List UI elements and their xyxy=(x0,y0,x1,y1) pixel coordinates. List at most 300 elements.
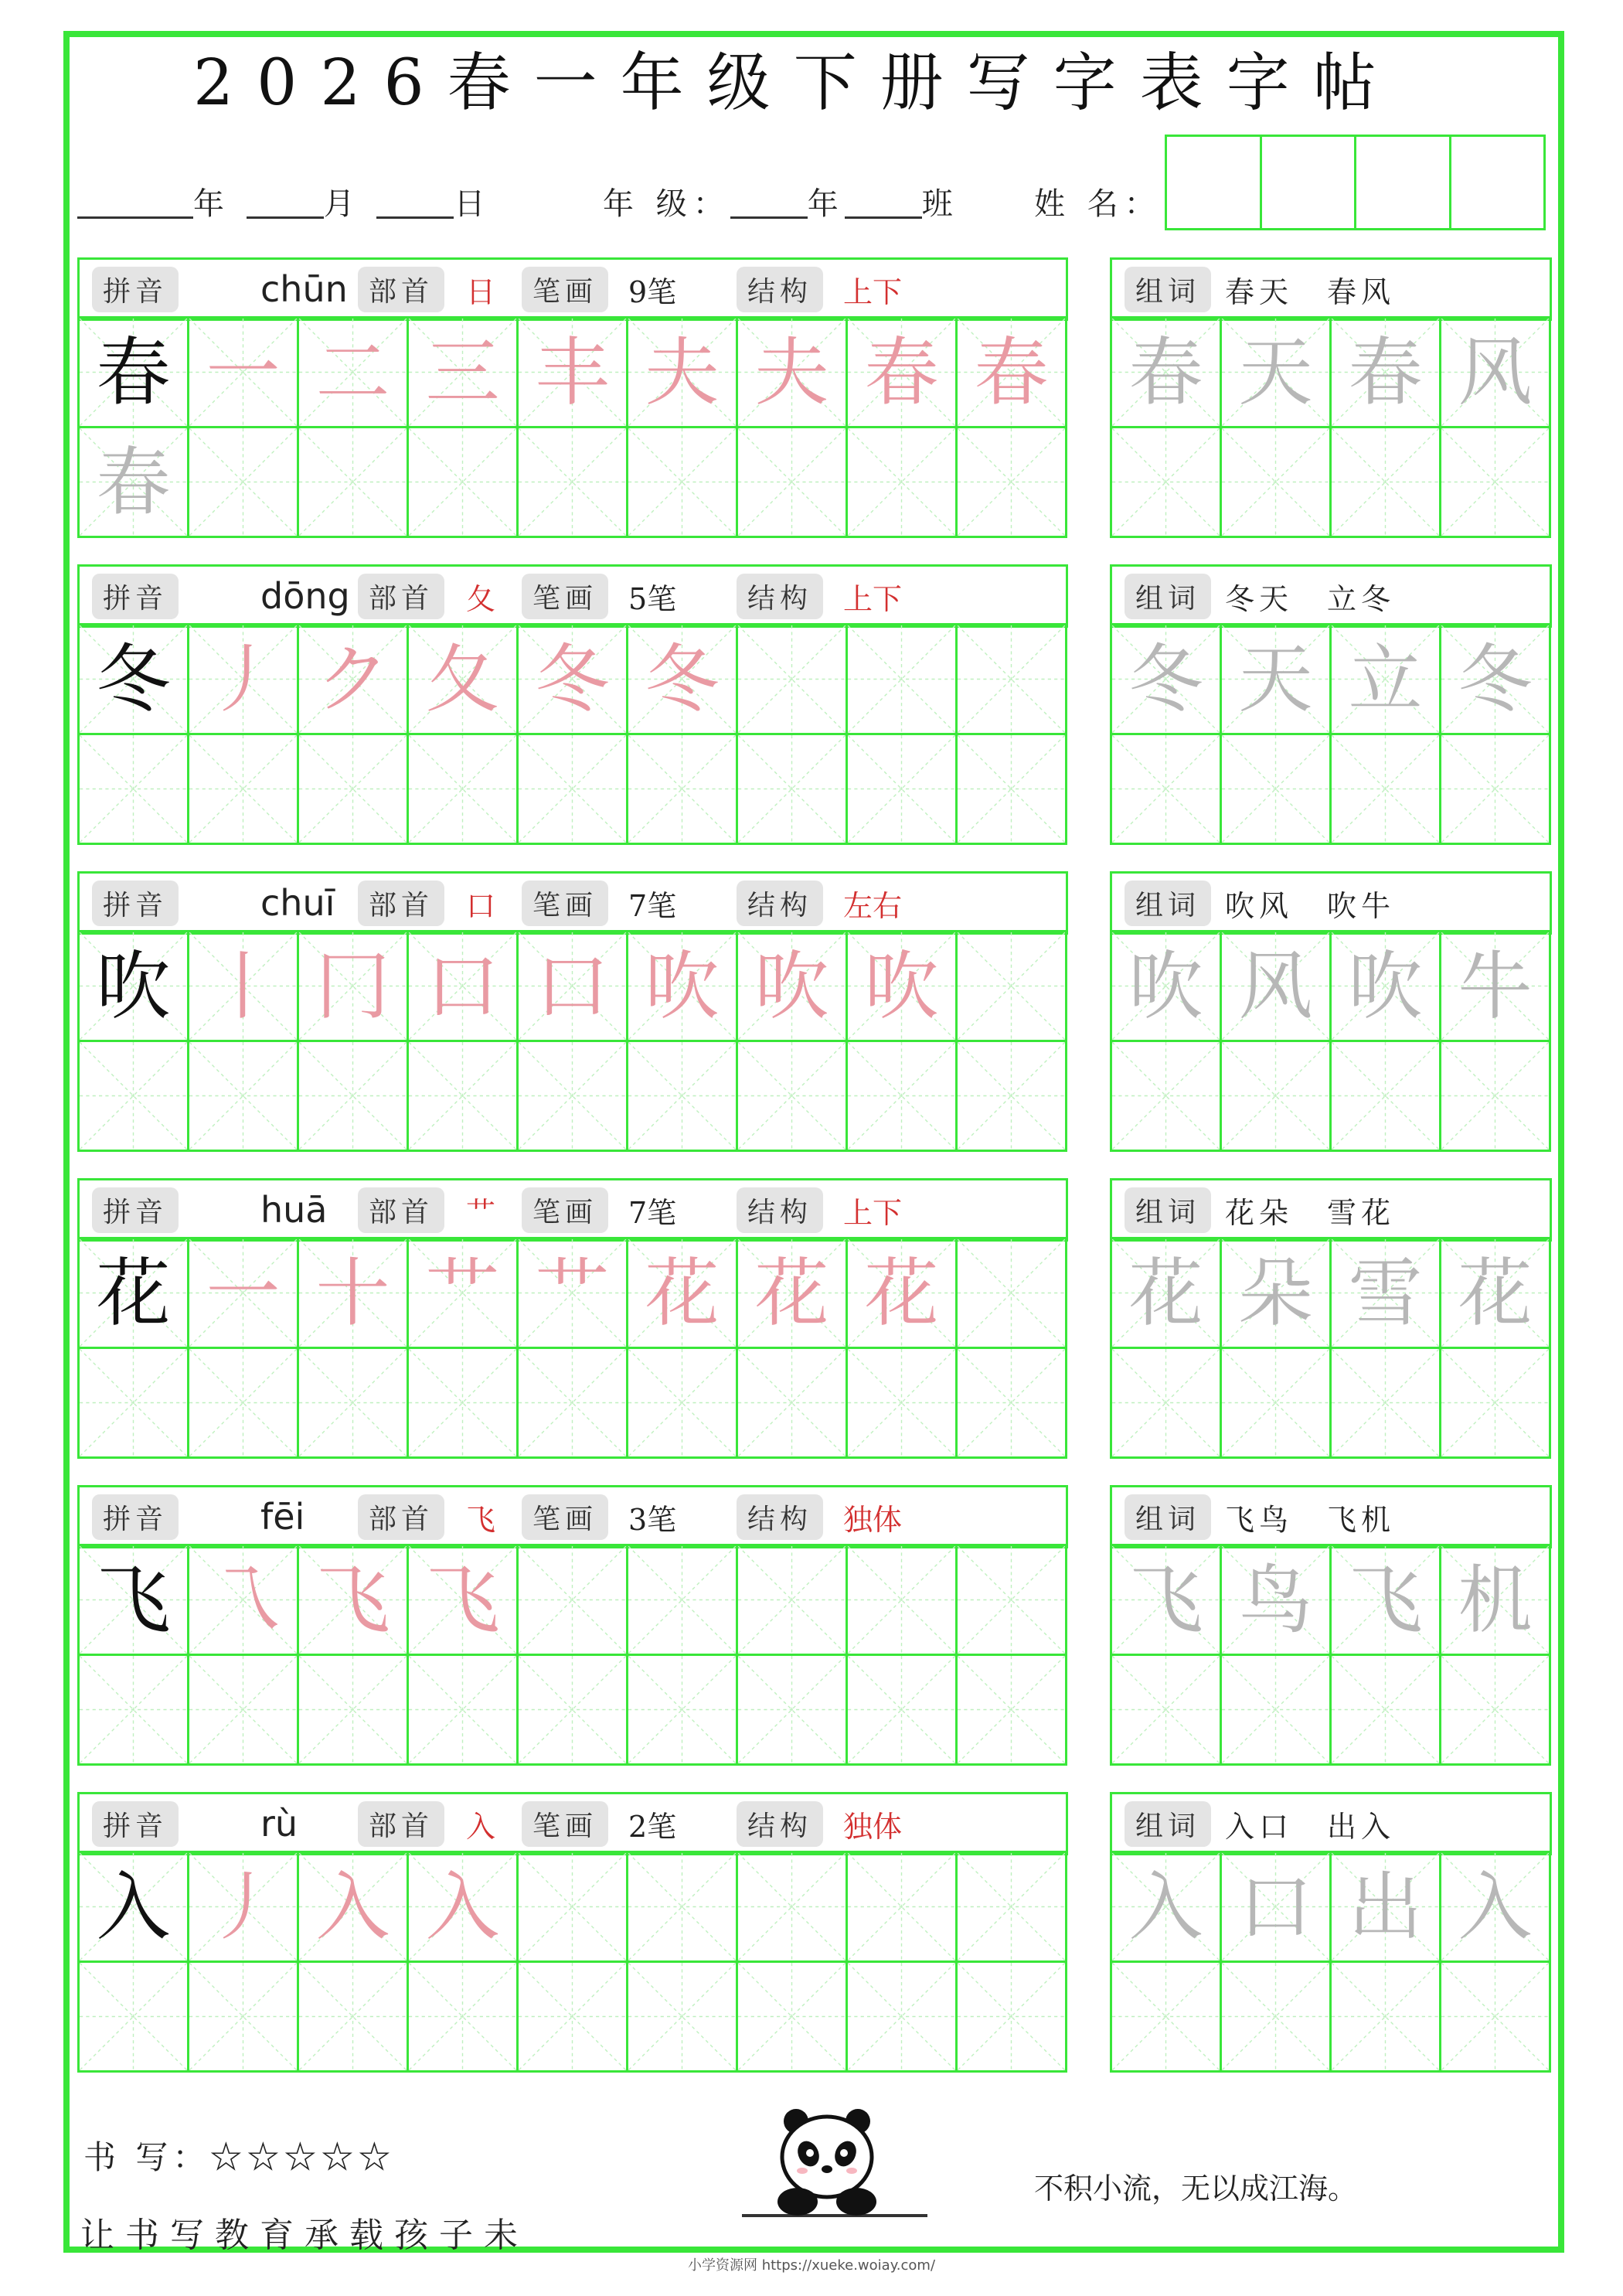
word-trace-cell[interactable] xyxy=(1329,1544,1441,1656)
practice-cell[interactable] xyxy=(1110,1347,1222,1459)
structure-value: 独体 xyxy=(843,1809,903,1844)
stroke-order-cell xyxy=(846,930,958,1042)
trace-cell[interactable] xyxy=(77,426,189,538)
practice-cell[interactable] xyxy=(1329,1654,1441,1766)
word-header xyxy=(1110,1178,1552,1242)
strokes-value: 9笔 xyxy=(628,274,677,309)
character-header xyxy=(77,1178,1068,1242)
practice-cell[interactable] xyxy=(1220,426,1332,538)
character-glyph: 口 xyxy=(425,942,500,1030)
practice-cell[interactable] xyxy=(955,1040,1067,1152)
practice-cell[interactable] xyxy=(1110,1040,1222,1152)
character-glyph: 吹 xyxy=(1128,942,1203,1030)
word-trace-cell[interactable] xyxy=(1110,930,1222,1042)
practice-cell[interactable] xyxy=(516,1851,628,1963)
practice-cell[interactable] xyxy=(516,733,628,845)
stroke-order-cell xyxy=(297,316,409,428)
pinyin-value: dōng xyxy=(260,575,350,617)
practice-cell[interactable] xyxy=(77,1347,189,1459)
practice-cell[interactable] xyxy=(1439,1040,1551,1152)
practice-cell[interactable] xyxy=(955,1237,1067,1349)
stroke-order-cell xyxy=(297,1544,409,1656)
character-glyph: 花 xyxy=(96,1249,171,1337)
practice-cell[interactable] xyxy=(846,733,958,845)
name-label: 姓 名： xyxy=(1034,186,1162,222)
practice-cell[interactable] xyxy=(1110,733,1222,845)
character-glyph: 丨 xyxy=(206,942,281,1030)
character-glyph: 春 xyxy=(1348,329,1423,416)
word-trace-cell[interactable] xyxy=(1220,1237,1332,1349)
word-trace-cell[interactable] xyxy=(1110,316,1222,428)
site-url: 小学资源网 https://xueke.woiay.com/ xyxy=(687,2257,936,2274)
strokes-label: 笔画 xyxy=(522,267,608,312)
stroke-order-cell xyxy=(297,930,409,1042)
practice-cell[interactable] xyxy=(1439,1960,1551,2073)
practice-cell[interactable] xyxy=(955,1654,1067,1766)
character-glyph: 艹 xyxy=(535,1249,610,1337)
character-glyph: 春 xyxy=(1128,329,1203,416)
practice-cell[interactable] xyxy=(1329,1040,1441,1152)
motto: 让书写教育承载孩子未 xyxy=(80,2216,529,2255)
character-section xyxy=(77,871,1070,1157)
practice-cell[interactable] xyxy=(1110,1654,1222,1766)
words-value: 春天 春风 xyxy=(1225,274,1396,309)
strokes-label: 笔画 xyxy=(522,881,608,926)
practice-cell[interactable] xyxy=(77,1040,189,1152)
word-trace-cell[interactable] xyxy=(1329,930,1441,1042)
practice-cell[interactable] xyxy=(846,1851,958,1963)
word-trace-cell[interactable] xyxy=(1110,1237,1222,1349)
model-character-cell xyxy=(77,1851,189,1963)
model-character-cell xyxy=(77,1544,189,1656)
word-trace-cell[interactable] xyxy=(1439,316,1551,428)
pinyin-value: rù xyxy=(260,1803,298,1845)
model-character-cell xyxy=(77,316,189,428)
practice-cell[interactable] xyxy=(736,733,848,845)
stroke-order-cell xyxy=(407,316,519,428)
character-glyph: 飞 xyxy=(315,1556,390,1644)
stroke-order-cell xyxy=(736,1237,848,1349)
word-header xyxy=(1110,1485,1552,1548)
character-glyph: 飞 xyxy=(1128,1556,1203,1644)
stroke-order-cell xyxy=(407,1544,519,1656)
practice-cell[interactable] xyxy=(626,1851,738,1963)
grade-year-label: 年 xyxy=(807,186,845,222)
structure-value: 独体 xyxy=(843,1502,903,1537)
character-section xyxy=(77,1485,1070,1771)
strokes-value: 5笔 xyxy=(628,581,677,616)
structure-label: 结构 xyxy=(737,1187,823,1233)
word-trace-cell[interactable] xyxy=(1439,623,1551,735)
month-label: 月 xyxy=(323,186,361,222)
practice-cell[interactable] xyxy=(955,1851,1067,1963)
structure-label: 结构 xyxy=(737,1801,823,1847)
day-blank[interactable] xyxy=(376,186,454,219)
practice-cell[interactable] xyxy=(1110,426,1222,538)
word-trace-cell[interactable] xyxy=(1439,1544,1551,1656)
practice-cell[interactable] xyxy=(77,1960,189,2073)
character-section xyxy=(77,1178,1070,1464)
character-glyph: 夫 xyxy=(645,329,720,416)
practice-cell[interactable] xyxy=(297,733,409,845)
word-trace-cell[interactable] xyxy=(1220,623,1332,735)
character-glyph: 飞 xyxy=(1348,1556,1423,1644)
practice-cell[interactable] xyxy=(407,1347,519,1459)
character-header xyxy=(77,564,1068,628)
word-trace-cell[interactable] xyxy=(1220,1851,1332,1963)
practice-cell[interactable] xyxy=(955,1960,1067,2073)
pinyin-label: 拼音 xyxy=(92,574,179,619)
writing-rating xyxy=(83,2132,395,2178)
character-glyph: 花 xyxy=(1128,1249,1203,1337)
practice-cell[interactable] xyxy=(297,1040,409,1152)
practice-cell[interactable] xyxy=(1329,426,1441,538)
words-label: 组词 xyxy=(1125,1801,1211,1847)
practice-cell[interactable] xyxy=(1110,1960,1222,2073)
words-label: 组词 xyxy=(1125,574,1211,619)
radical-label: 部首 xyxy=(358,574,444,619)
character-glyph: 冬 xyxy=(1458,635,1533,723)
word-section xyxy=(1110,257,1553,543)
word-trace-cell[interactable] xyxy=(1220,930,1332,1042)
practice-cell[interactable] xyxy=(846,426,958,538)
practice-cell[interactable] xyxy=(1329,733,1441,845)
stroke-order-cell xyxy=(626,1237,738,1349)
practice-cell[interactable] xyxy=(407,733,519,845)
month-blank[interactable] xyxy=(247,186,324,219)
character-glyph: 风 xyxy=(1458,329,1533,416)
character-glyph: 艹 xyxy=(425,1249,500,1337)
pinyin-label: 拼音 xyxy=(92,1187,179,1233)
word-trace-cell[interactable] xyxy=(1329,623,1441,735)
pinyin-value: chuī xyxy=(260,882,335,924)
practice-cell[interactable] xyxy=(736,1960,848,2073)
practice-cell[interactable] xyxy=(736,1851,848,1963)
structure-value: 上下 xyxy=(843,581,903,616)
stroke-order-cell xyxy=(407,623,519,735)
practice-grid xyxy=(77,932,1067,1152)
character-glyph: ク xyxy=(315,635,390,723)
words-label: 组词 xyxy=(1125,1187,1211,1233)
year-blank[interactable] xyxy=(77,186,193,219)
stroke-order-cell xyxy=(736,930,848,1042)
practice-cell[interactable] xyxy=(626,1654,738,1766)
character-glyph: 夫 xyxy=(754,329,829,416)
practice-cell[interactable] xyxy=(955,1347,1067,1459)
strokes-value: 3笔 xyxy=(628,1502,677,1537)
practice-cell[interactable] xyxy=(736,1654,848,1766)
practice-cell[interactable] xyxy=(1220,1040,1332,1152)
word-trace-cell[interactable] xyxy=(1220,1544,1332,1656)
character-glyph: 丿 xyxy=(206,1863,281,1950)
practice-cell[interactable] xyxy=(736,1040,848,1152)
word-header xyxy=(1110,1792,1552,1855)
word-trace-cell[interactable] xyxy=(1329,316,1441,428)
year-label: 年 xyxy=(193,186,230,222)
character-glyph: 吹 xyxy=(1348,942,1423,1030)
practice-cell[interactable] xyxy=(846,1040,958,1152)
practice-cell[interactable] xyxy=(1220,1654,1332,1766)
character-glyph: 夂 xyxy=(425,635,500,723)
stroke-order-cell xyxy=(297,623,409,735)
pinyin-value: fēi xyxy=(260,1496,305,1538)
character-glyph: 丰 xyxy=(535,329,610,416)
character-glyph: 冂 xyxy=(315,942,390,1030)
words-value: 花朵 雪花 xyxy=(1225,1195,1396,1230)
practice-cell[interactable] xyxy=(516,1347,628,1459)
rating-stars[interactable]: ☆☆☆☆☆ xyxy=(209,2138,396,2176)
pinyin-label: 拼音 xyxy=(92,1801,179,1847)
stroke-order-cell xyxy=(187,1237,299,1349)
practice-cell[interactable] xyxy=(846,623,958,735)
stroke-order-cell xyxy=(187,930,299,1042)
character-glyph: 春 xyxy=(974,329,1049,416)
character-glyph: 入 xyxy=(425,1863,500,1950)
practice-cell[interactable] xyxy=(187,1960,299,2073)
practice-cell[interactable] xyxy=(626,1040,738,1152)
name-box[interactable] xyxy=(1165,135,1262,230)
model-character-cell xyxy=(77,930,189,1042)
practice-cell[interactable] xyxy=(846,1544,958,1656)
structure-label: 结构 xyxy=(737,1494,823,1540)
structure-value: 上下 xyxy=(843,274,903,309)
practice-cell[interactable] xyxy=(955,426,1067,538)
practice-cell[interactable] xyxy=(516,426,628,538)
word-trace-cell[interactable] xyxy=(1329,1851,1441,1963)
practice-cell[interactable] xyxy=(297,1654,409,1766)
stroke-order-cell xyxy=(187,623,299,735)
strokes-value: 2笔 xyxy=(628,1809,677,1844)
character-glyph: 乁 xyxy=(206,1556,281,1644)
radical-label: 部首 xyxy=(358,267,444,312)
words-value: 飞鸟 飞机 xyxy=(1225,1502,1396,1537)
practice-grid xyxy=(77,1239,1067,1459)
stroke-order-cell xyxy=(955,316,1067,428)
character-glyph: 冬 xyxy=(645,635,720,723)
radical-value: 日 xyxy=(466,274,496,309)
practice-cell[interactable] xyxy=(297,1347,409,1459)
practice-cell[interactable] xyxy=(736,426,848,538)
word-trace-cell[interactable] xyxy=(1220,316,1332,428)
stroke-order-cell xyxy=(516,1237,628,1349)
practice-cell[interactable] xyxy=(407,1960,519,2073)
name-box[interactable] xyxy=(1260,135,1357,230)
practice-cell[interactable] xyxy=(955,623,1067,735)
strokes-label: 笔画 xyxy=(522,1187,608,1233)
word-section xyxy=(1110,1178,1553,1464)
practice-cell[interactable] xyxy=(1329,1960,1441,2073)
practice-cell[interactable] xyxy=(955,1544,1067,1656)
quote: 不积小流，无以成江海。 xyxy=(1034,2172,1358,2206)
words-value: 入口 出入 xyxy=(1225,1809,1396,1844)
strokes-value: 7笔 xyxy=(628,1195,677,1230)
radical-value: 入 xyxy=(466,1809,496,1844)
practice-cell[interactable] xyxy=(736,1544,848,1656)
character-glyph: 二 xyxy=(315,329,390,416)
name-boxes xyxy=(1167,135,1546,230)
word-header xyxy=(1110,871,1552,935)
practice-cell[interactable] xyxy=(516,1960,628,2073)
practice-cell[interactable] xyxy=(736,1347,848,1459)
stroke-order-cell xyxy=(297,1851,409,1963)
words-label: 组词 xyxy=(1125,267,1211,312)
stroke-order-cell xyxy=(187,1851,299,1963)
practice-cell[interactable] xyxy=(626,1960,738,2073)
practice-cell[interactable] xyxy=(955,930,1067,1042)
strokes-label: 笔画 xyxy=(522,1494,608,1540)
character-glyph: 吹 xyxy=(96,942,171,1030)
stroke-order-cell xyxy=(846,316,958,428)
grade-label: 年 级： xyxy=(603,186,730,222)
practice-cell[interactable] xyxy=(77,1654,189,1766)
words-value: 吹风 吹牛 xyxy=(1225,888,1396,923)
page-title: 2026春一年级下册写字表字帖 xyxy=(193,46,1400,120)
character-section xyxy=(77,564,1070,850)
pinyin-label: 拼音 xyxy=(92,881,179,926)
character-glyph: 冬 xyxy=(1128,635,1203,723)
practice-cell[interactable] xyxy=(297,426,409,538)
name-box[interactable] xyxy=(1449,135,1546,230)
stroke-order-cell xyxy=(187,1544,299,1656)
model-character-cell xyxy=(77,623,189,735)
character-header xyxy=(77,257,1068,321)
practice-cell[interactable] xyxy=(516,1654,628,1766)
word-trace-cell[interactable] xyxy=(1439,930,1551,1042)
character-glyph: 三 xyxy=(425,329,500,416)
character-glyph: 丿 xyxy=(206,635,281,723)
word-trace-cell[interactable] xyxy=(1110,1851,1222,1963)
practice-cell[interactable] xyxy=(407,426,519,538)
practice-cell[interactable] xyxy=(1220,1960,1332,2073)
practice-cell[interactable] xyxy=(187,1347,299,1459)
character-glyph: 飞 xyxy=(96,1556,171,1644)
practice-cell[interactable] xyxy=(187,426,299,538)
radical-value: 艹 xyxy=(466,1195,496,1230)
character-glyph: 天 xyxy=(1238,329,1313,416)
practice-cell[interactable] xyxy=(1439,733,1551,845)
practice-cell[interactable] xyxy=(1220,733,1332,845)
practice-cell[interactable] xyxy=(516,1040,628,1152)
structure-label: 结构 xyxy=(737,574,823,619)
character-glyph: 花 xyxy=(645,1249,720,1337)
character-glyph: 冬 xyxy=(535,635,610,723)
character-section xyxy=(77,257,1070,543)
character-glyph: 入 xyxy=(1458,1863,1533,1950)
character-glyph: 花 xyxy=(754,1249,829,1337)
word-trace-cell[interactable] xyxy=(1439,1237,1551,1349)
practice-cell[interactable] xyxy=(407,1654,519,1766)
radical-label: 部首 xyxy=(358,1801,444,1847)
practice-cell[interactable] xyxy=(1439,1347,1551,1459)
practice-cell[interactable] xyxy=(955,733,1067,845)
character-glyph: 飞 xyxy=(425,1556,500,1644)
practice-cell[interactable] xyxy=(187,733,299,845)
character-glyph: 口 xyxy=(535,942,610,1030)
character-header xyxy=(77,1485,1068,1548)
strokes-value: 7笔 xyxy=(628,888,677,923)
practice-cell[interactable] xyxy=(846,1347,958,1459)
practice-cell[interactable] xyxy=(626,426,738,538)
panda-icon xyxy=(742,2103,927,2219)
word-section xyxy=(1110,871,1553,1157)
word-trace-cell[interactable] xyxy=(1329,1237,1441,1349)
pinyin-label: 拼音 xyxy=(92,267,179,312)
practice-cell[interactable] xyxy=(77,733,189,845)
practice-cell[interactable] xyxy=(1439,1654,1551,1766)
words-value: 冬天 立冬 xyxy=(1225,581,1396,616)
character-glyph: 春 xyxy=(96,438,171,526)
name-box[interactable] xyxy=(1354,135,1451,230)
pinyin-label: 拼音 xyxy=(92,1494,179,1540)
practice-cell[interactable] xyxy=(297,1960,409,2073)
character-header xyxy=(77,1792,1068,1855)
practice-cell[interactable] xyxy=(1220,1347,1332,1459)
strokes-label: 笔画 xyxy=(522,1801,608,1847)
practice-cell[interactable] xyxy=(846,1654,958,1766)
practice-grid xyxy=(77,625,1067,845)
character-glyph: 一 xyxy=(206,329,281,416)
practice-cell[interactable] xyxy=(626,1544,738,1656)
practice-cell[interactable] xyxy=(407,1040,519,1152)
word-trace-cell[interactable] xyxy=(1439,1851,1551,1963)
stroke-order-cell xyxy=(516,623,628,735)
pinyin-value: huā xyxy=(260,1189,328,1231)
practice-cell[interactable] xyxy=(1329,1347,1441,1459)
stroke-order-cell xyxy=(407,1237,519,1349)
stroke-order-cell xyxy=(626,930,738,1042)
word-trace-cell[interactable] xyxy=(1110,1544,1222,1656)
character-glyph: 入 xyxy=(315,1863,390,1950)
practice-cell[interactable] xyxy=(1439,426,1551,538)
practice-grid xyxy=(77,1853,1067,2073)
class-blank[interactable] xyxy=(845,186,922,219)
character-glyph: 牛 xyxy=(1458,942,1533,1030)
date-line xyxy=(77,179,491,223)
practice-cell[interactable] xyxy=(187,1654,299,1766)
stroke-order-cell xyxy=(407,930,519,1042)
stroke-order-cell xyxy=(187,316,299,428)
stroke-order-cell xyxy=(846,1237,958,1349)
pinyin-value: chūn xyxy=(260,268,348,310)
strokes-label: 笔画 xyxy=(522,574,608,619)
stroke-order-cell xyxy=(407,1851,519,1963)
practice-cell[interactable] xyxy=(516,1544,628,1656)
practice-cell[interactable] xyxy=(736,623,848,735)
word-section xyxy=(1110,1792,1553,2078)
character-glyph: 雪 xyxy=(1348,1249,1423,1337)
character-glyph: 春 xyxy=(96,329,171,416)
practice-cell[interactable] xyxy=(626,733,738,845)
class-line xyxy=(603,179,959,223)
stroke-order-cell xyxy=(516,316,628,428)
radical-label: 部首 xyxy=(358,1187,444,1233)
character-glyph: 一 xyxy=(206,1249,281,1337)
word-trace-cell[interactable] xyxy=(1110,623,1222,735)
word-header xyxy=(1110,257,1552,321)
word-section xyxy=(1110,1485,1553,1771)
character-glyph: 口 xyxy=(1238,1863,1313,1950)
stroke-order-cell xyxy=(626,316,738,428)
practice-cell[interactable] xyxy=(187,1040,299,1152)
grade-blank[interactable] xyxy=(730,186,808,219)
practice-cell[interactable] xyxy=(846,1960,958,2073)
stroke-order-cell xyxy=(626,623,738,735)
words-label: 组词 xyxy=(1125,881,1211,926)
structure-value: 左右 xyxy=(843,888,903,923)
character-header xyxy=(77,871,1068,935)
character-section xyxy=(77,1792,1070,2078)
practice-cell[interactable] xyxy=(626,1347,738,1459)
